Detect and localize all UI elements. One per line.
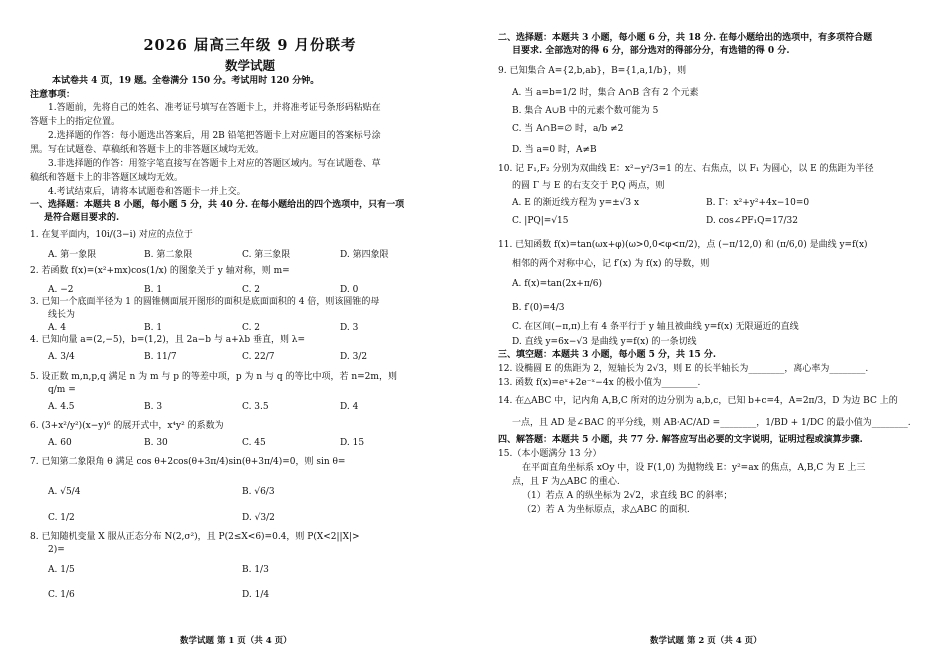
option: B. √6/3 xyxy=(242,487,275,497)
question-9: 9. 已知集合 A={2,b,ab}，B={1,a,1/b}，则 xyxy=(498,66,687,76)
question-10-cont: 的圆 Γ 与 E 的右支交于 P,Q 两点，则 xyxy=(512,181,665,191)
note-line: 4.考试结束后，请将本试题卷和答题卡一并上交。 xyxy=(48,187,246,197)
option: C. 2 xyxy=(242,323,261,333)
question-10: 10. 记 F₁,F₂ 分别为双曲线 E：x²−y²/3=1 的左、右焦点，以 F₁ 为圆心，以 E 的焦距为半径 xyxy=(498,164,874,174)
note-line: 稿纸和答题卡上的非答题区域均无效。 xyxy=(30,173,184,183)
note-line: 答题卡上的指定位置。 xyxy=(30,117,121,127)
option: D. 15 xyxy=(340,438,365,448)
question-3: 3. 已知一个底面半径为 1 的圆锥侧面展开图形的面积是底面面积的 4 倍，则该圆锥的母 xyxy=(30,297,380,307)
section-heading: 二、选择题：本题共 3 小题，每小题 6 分，共 18 分. 在每小题给出的选项中，有多项符合题 xyxy=(498,33,873,43)
question-11: 11. 已知函数 f(x)=tan(ωx+φ)(ω>0,0<φ<π/2)，点 (−π/12,0) 和 (π/6,0) 是曲线 y=f(x) xyxy=(498,240,868,250)
question-6: 6. (3+x²/y²)(x−y)⁶ 的展开式中，x⁴y² 的系数为 xyxy=(30,421,224,431)
note-line: 2.选择题的作答：每小题选出答案后，用 2B 铅笔把答题卡上对应题目的答案标号涂 xyxy=(48,131,381,141)
option: A. −2 xyxy=(48,285,74,295)
section-heading: 一、选择题：本题共 8 小题，每小题 5 分，共 40 分. 在每小题给出的四个选项中，只有一项 xyxy=(30,200,405,210)
option: A. 3/4 xyxy=(48,352,75,362)
option: D. 4 xyxy=(340,402,359,412)
option: C. 2 xyxy=(242,285,261,295)
option: A. 第一象限 xyxy=(48,250,97,260)
question-11-cont: 相邻的两个对称中心，记 f′(x) 为 f(x) 的导数，则 xyxy=(512,259,710,269)
option: A. 60 xyxy=(48,438,72,448)
page-footer: 数学试题 第 2 页（共 4 页） xyxy=(650,636,762,646)
exam-subject: 数学试题 xyxy=(224,58,275,73)
option: A. 4 xyxy=(48,323,66,333)
option: B. 1/3 xyxy=(242,565,269,575)
option: D. 1/4 xyxy=(242,590,270,600)
section-heading: 是符合题目要求的. xyxy=(44,213,120,223)
option: B. 第二象限 xyxy=(144,250,193,260)
option: D. 3 xyxy=(340,323,359,333)
option: A. 4.5 xyxy=(48,402,75,412)
question-8-cont: 2)= xyxy=(48,545,65,555)
question-14-cont: 一点，且 AD 是∠BAC 的平分线，则 AB·AC/AD =________，1/BD + 1/DC 的最小值为________. xyxy=(512,418,911,428)
question-5-cont: q/m = xyxy=(48,385,76,395)
question-7: 7. 已知第二象限角 θ 满足 cos θ+2cos(θ+3π/4)sin(θ+3π/4)=0，则 sin θ= xyxy=(30,457,346,467)
note-line: 1.答题前，先将自己的姓名、准考证号填写在答题卡上，并将准考证号条形码粘贴在 xyxy=(48,103,381,113)
question-15-part: （2）若 A 为坐标原点，求△ABC 的面积. xyxy=(522,505,690,515)
option: D. cos∠PF₁Q=17/32 xyxy=(706,216,798,226)
option: A. f(x)=tan(2x+π/6) xyxy=(512,279,603,289)
option: A. 1/5 xyxy=(48,565,75,575)
option: D. 直线 y=6x−√3 是曲线 y=f(x) 的一条切线 xyxy=(512,337,697,347)
option: D. 3/2 xyxy=(340,352,368,362)
question-15-part: （1）若点 A 的纵坐标为 2√2，求直线 BC 的斜率； xyxy=(522,491,733,501)
option: B. 1 xyxy=(144,323,163,333)
section-heading: 四、解答题：本题共 5 小题，共 77 分. 解答应写出必要的文字说明，证明过程或演算步骤. xyxy=(498,435,863,445)
option: D. √3/2 xyxy=(242,513,275,523)
option: B. f′(0)=4/3 xyxy=(512,303,565,313)
option: C. 1/6 xyxy=(48,590,75,600)
option: A. E 的渐近线方程为 y=±√3 x xyxy=(512,198,640,208)
option: C. 当 A∩B=∅ 时，a/b ≠2 xyxy=(512,124,624,134)
question-15: 15.（本小题满分 13 分） xyxy=(498,449,602,459)
option: C. 3.5 xyxy=(242,402,269,412)
exam-info: 本试卷共 4 页，19 题。全卷满分 150 分。考试用时 120 分钟。 xyxy=(52,76,320,86)
option: A. 当 a=b=1/2 时，集合 A∩B 含有 2 个元素 xyxy=(512,88,699,98)
option: C. 22/7 xyxy=(242,352,275,362)
question-2: 2. 若函数 f(x)=(x²+mx)cos(1/x) 的图象关于 y 轴对称，则 m= xyxy=(30,266,290,276)
option: D. 0 xyxy=(340,285,359,295)
page-footer: 数学试题 第 1 页（共 4 页） xyxy=(180,636,292,646)
exam-page-2 xyxy=(498,0,928,659)
section-heading: 三、填空题：本题共 3 小题，每小题 5 分，共 15 分. xyxy=(498,350,716,360)
option: B. 11/7 xyxy=(144,352,177,362)
option: D. 当 a=0 时，A≠B xyxy=(512,145,597,155)
option: D. 第四象限 xyxy=(340,250,389,260)
question-15-body: 在平面直角坐标系 xOy 中，设 F(1,0) 为抛物线 E：y²=ax 的焦点，A,B,C 为 E 上三 xyxy=(522,463,866,473)
option: B. 1 xyxy=(144,285,163,295)
question-8: 8. 已知随机变量 X 服从正态分布 N(2,σ²)，且 P(2≤X<6)=0.4，则 P(X<2||X|> xyxy=(30,532,360,542)
question-13: 13. 函数 f(x)=eˣ+2e⁻ˣ−4x 的极小值为________. xyxy=(498,378,701,388)
option: B. 3 xyxy=(144,402,163,412)
question-5: 5. 设正数 m,n,p,q 满足 n 为 m 与 p 的等差中项，p 为 n 与 q 的等比中项，若 n=2m，则 xyxy=(30,372,397,382)
note-line: 黑。写在试题卷、草稿纸和答题卡上的非答题区域均无效。 xyxy=(30,145,265,155)
option: A. √5/4 xyxy=(48,487,81,497)
option: B. 30 xyxy=(144,438,168,448)
question-3-cont: 线长为 xyxy=(48,310,76,320)
exam-title: 2026 届高三年级 9 月份联考 xyxy=(143,37,357,54)
notes-heading: 注意事项： xyxy=(30,90,76,100)
option: C. 第三象限 xyxy=(242,250,291,260)
option: C. 45 xyxy=(242,438,266,448)
option: C. 在区间(−π,π)上有 4 条平行于 y 轴且被曲线 y=f(x) 无限逼近的直线 xyxy=(512,322,799,332)
option: B. Γ：x²+y²+4x−10=0 xyxy=(706,198,810,208)
exam-page-1 xyxy=(30,0,470,659)
question-14: 14. 在△ABC 中，记内角 A,B,C 所对的边分别为 a,b,c，已知 b+c=4，A=2π/3，D 为边 BC 上的 xyxy=(498,396,898,406)
question-12: 12. 设椭圆 E 的焦距为 2，短轴长为 2√3，则 E 的长半轴长为________，离心率为________. xyxy=(498,364,869,374)
question-1: 1. 在复平面内，10i/(3−i) 对应的点位于 xyxy=(30,230,193,240)
question-15-body: 点，且 F 为△ABC 的重心. xyxy=(512,477,620,487)
section-heading: 目要求. 全部选对的得 6 分，部分选对的得部分分，有选错的得 0 分. xyxy=(512,46,790,56)
option: B. 集合 A∪B 中的元素个数可能为 5 xyxy=(512,106,659,116)
option: C. 1/2 xyxy=(48,513,75,523)
option: C. |PQ|=√15 xyxy=(512,216,569,226)
question-4: 4. 已知向量 a=(2,−5)，b=(1,2)，且 2a−b 与 a+λb 垂直，则 λ= xyxy=(30,335,306,345)
note-line: 3.非选择题的作答：用签字笔直接写在答题卡上对应的答题区域内。写在试题卷、草 xyxy=(48,159,381,169)
